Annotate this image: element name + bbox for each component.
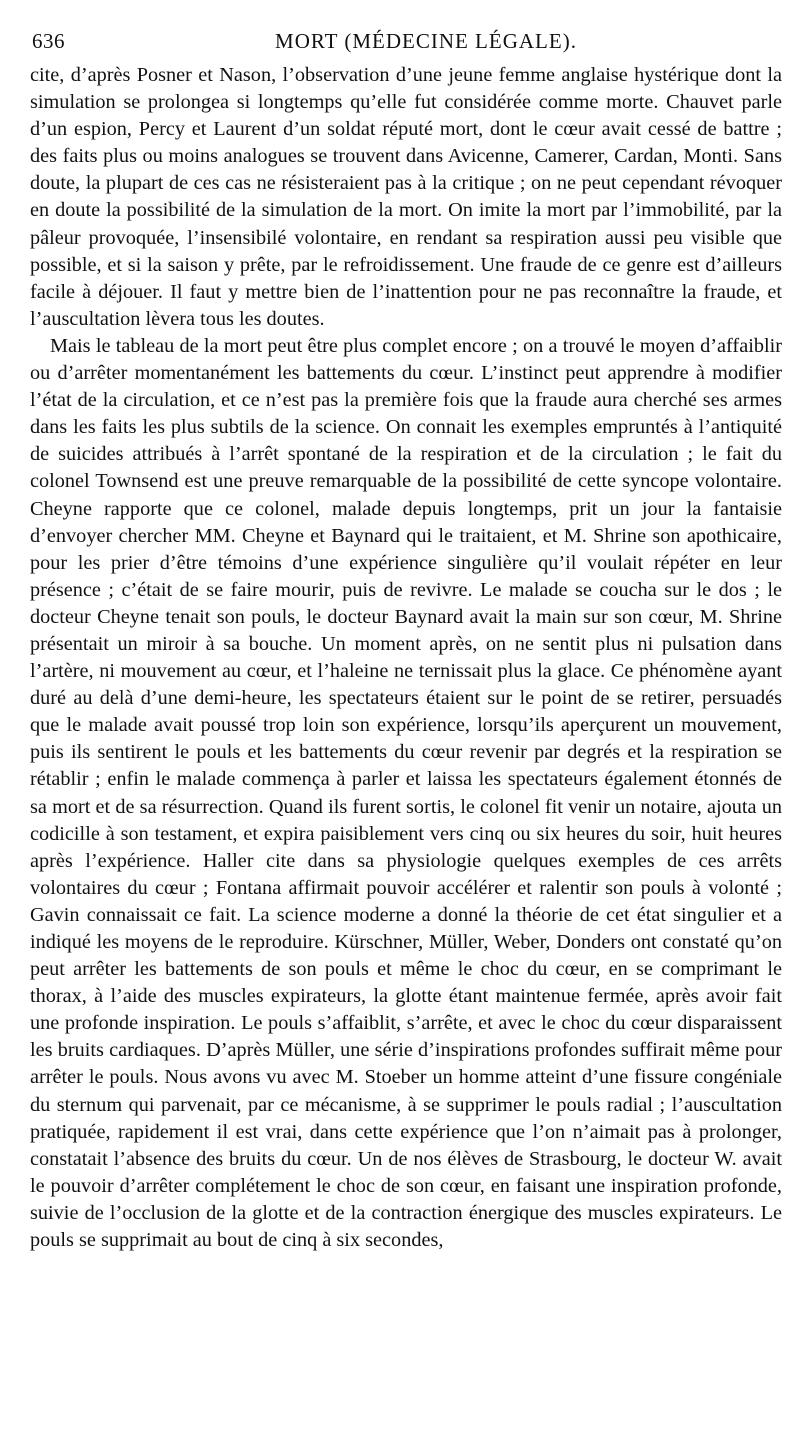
running-title: MORT (MÉDECINE LÉGALE). [275,29,577,53]
body-text [30,62,782,1254]
page-number: 636 [32,29,65,53]
paragraph-continued: cite, d’après Posner et Nason, l’observation d’une jeune femme anglaise hystérique dont la simulation se prolongea si longtemps qu’elle fut considérée comme morte. Chauvet parle d’un espion, Percy et Laurent d’un soldat réputé mort, dont le cœur avait cessé de battre ; des faits plus ou moins analogues se trouvent dans Avicenne, Camerer, Cardan, Monti. Sans doute, la plupart de ces cas ne résisteraient pas à la critique ; on ne peut cependant révoquer en doute la possibilité de la simulation de la mort. On imite la mort par l’immobilité, par la pâleur provoquée, l’insensibilé volontaire, en rendant sa respiration aussi peu visible que possible, et si la saison y prête, par le refroidissement. Une fraude de ce genre est d’ailleurs facile à déjouer. Il faut y mettre bien de l’inattention pour ne pas reconnaître la fraude, et l’auscultation lèvera tous les doutes. [30,64,782,330]
book-page [30,24,782,1254]
paragraph: Mais le tableau de la mort peut être plus complet encore ; on a trouvé le moyen d’affaiblir ou d’arrêter momentanément les battements du cœur. L’instinct peut apprendre à modifier l’état de la circulation, et ce n’est pas la première fois que la fraude aura cherché ses armes dans les faits les plus subtils de la science. On connait les exemples empruntés à l’antiquité de suicides attribués à l’arrêt spontané de la respiration et de la circulation ; le fait du colonel Townsend est une preuve remarquable de la possibilité de cette syncope volontaire. Cheyne rapporte que ce colonel, malade depuis longtemps, prit un jour la fantaisie d’envoyer chercher MM. Cheyne et Baynard qui le traitaient, et M. Shrine son apothicaire, pour les prier d’être témoins d’une expérience singulière qu’il voulait répéter en leur présence ; c’était de se faire mourir, puis de revivre. Le malade se coucha sur le dos ; le docteur Cheyne tenait son pouls, le docteur Baynard avait la main sur son cœur, M. Shrine présentait un miroir à sa bouche. Un moment après, on ne sentit plus ni pulsation dans l’artère, ni mouvement au cœur, et l’haleine ne ternissait plus la glace. Ce phénomène ayant duré au delà d’une demi-heure, les spectateurs étaient sur le point de se retirer, persuadés que le malade avait poussé trop loin son expérience, lorsqu’ils aperçurent un mouvement, puis ils sentirent le pouls et les battements du cœur revenir par degrés et la respiration se rétablir ; enfin le malade commença à parler et laissa les spectateurs également étonnés de sa mort et de sa résurrection. Quand ils furent sortis, le colonel fit venir un notaire, ajouta un codicille à son testament, et expira paisiblement vers cinq ou six heures du soir, huit heures après l’expérience. Haller cite dans sa physiologie quelques exemples de ces arrêts volontaires du cœur ; Fontana affirmait pouvoir accélérer et ralentir son pouls à volonté ; Gavin connaissait ce fait. La science moderne a donné la théorie de cet état singulier et a indiqué les moyens de le reproduire. Kürschner, Müller, Weber, Donders ont constaté qu’on peut arrêter les battements de son pouls et même le choc du cœur, en se comprimant le thorax, à l’aide des muscles expirateurs, la glotte étant maintenue fermée, après avoir fait une profonde inspiration. Le pouls s’affaiblit, s’arrête, et avec le choc du cœur disparaissent les bruits cardiaques. D’après Müller, une série d’inspirations profondes suffirait même pour arrêter le pouls. Nous avons vu avec M. Stoeber un homme atteint d’une fissure congéniale du sternum qui parvenait, par ce mécanisme, à se supprimer le pouls radial ; l’auscultation pratiquée, rapidement il est vrai, dans cette expérience que l’on n’aimait pas à prolonger, constatait l’absence des bruits du cœur. Un de nos élèves de Strasbourg, le docteur W. avait le pouvoir d’arrêter complétement le choc de son cœur, en faisant une inspiration profonde, suivie de l’occlusion de la glotte et de la contraction énergique des muscles expirateurs. Le pouls se supprimait au bout de cinq à six secondes, [30,334,782,1252]
running-head [30,24,782,58]
